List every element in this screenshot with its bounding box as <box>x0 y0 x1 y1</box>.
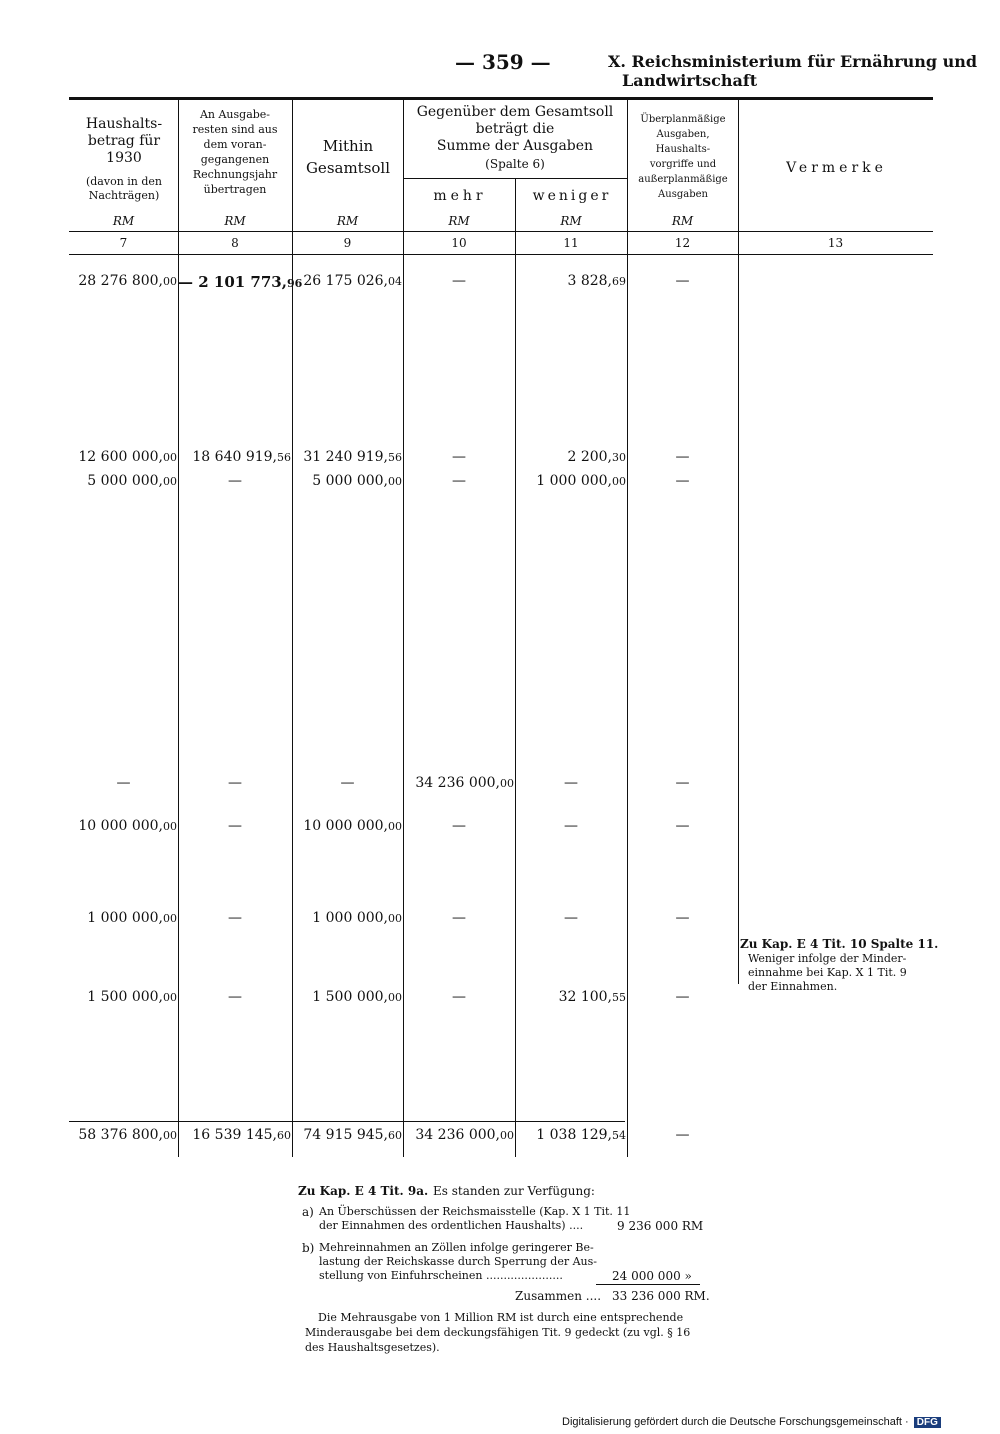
table-row-1-col12: — <box>675 273 690 289</box>
table-row-5-col9: 10 000 000,00 <box>303 818 402 834</box>
table-row-7-col12: — <box>675 989 690 1005</box>
footnote-b-amount: 24 000 000 » <box>612 1269 692 1283</box>
footnote-b-line3: stellung von Einfuhrscheinen ...................... <box>319 1269 563 1282</box>
table-row-2-col12: — <box>675 449 690 465</box>
column-number-rule <box>69 254 933 255</box>
column-number-7: 7 <box>119 236 128 250</box>
header-vermerke: Vermerke <box>786 160 887 176</box>
header-haushaltsbetrag-sub: (davon in den Nachträgen) <box>85 175 163 202</box>
header-rule <box>69 231 933 232</box>
table-row-5-col10: — <box>452 818 466 834</box>
total-col9: 74 915 945,60 <box>303 1127 402 1143</box>
table-row-4-col12: — <box>675 775 690 791</box>
footnote-b-line2: lastung der Reichskasse durch Sperrung der Aus- <box>319 1255 598 1268</box>
header-ueberplanmaessig: Überplanmäßige Ausgaben, Haushalts- vorgriffe und außerplanmäßige Ausgaben <box>638 114 728 200</box>
table-row-4-col8: — <box>228 775 242 791</box>
ministry-title-line2: Landwirtschaft <box>622 71 758 90</box>
col-divider-12-13-body <box>738 254 739 984</box>
table-row-7-col7: 1 500 000,00 <box>87 989 177 1005</box>
remark-text: Weniger infolge der Minder- einnahme bei Kap. X 1 Tit. 9 der Einnahmen. <box>748 952 907 993</box>
header-spalte-6: (Spalte 6) <box>485 157 545 171</box>
table-row-3-col10: — <box>452 473 466 489</box>
unit-col8: RM <box>224 214 246 228</box>
footnote-intro: Es standen zur Verfügung: <box>433 1184 595 1198</box>
column-number-9: 9 <box>343 236 352 250</box>
table-row-3-col12: — <box>675 473 690 489</box>
column-number-11: 11 <box>563 236 579 250</box>
table-row-1-col11: 3 828,69 <box>567 273 626 289</box>
table-row-3-col9: 5 000 000,00 <box>312 473 402 489</box>
table-top-rule <box>69 97 933 100</box>
unit-col12: RM <box>671 214 694 228</box>
total-col12: — <box>675 1127 690 1143</box>
footnote-a-line2: der Einnahmen des ordentlichen Haushalts) .... <box>319 1219 584 1232</box>
table-row-2-col11: 2 200,30 <box>567 449 626 465</box>
column-number-8: 8 <box>231 236 239 250</box>
table-row-5-col12: — <box>675 818 690 834</box>
table-row-7-col9: 1 500 000,00 <box>312 989 402 1005</box>
column-number-13: 13 <box>827 236 844 250</box>
header-gegenueber: Gegenüber dem Gesamtsoll beträgt die Summe der Ausgaben <box>416 104 614 154</box>
footnote-sum-rule <box>596 1284 700 1285</box>
table-row-4-col10: 34 236 000,00 <box>415 775 514 791</box>
table-row-5-col7: 10 000 000,00 <box>78 818 177 834</box>
total-col11: 1 038 129,54 <box>536 1127 626 1143</box>
header-weniger: weniger <box>532 188 612 204</box>
total-col10: 34 236 000,00 <box>415 1127 514 1143</box>
footnote-closing-1: Die Mehrausgabe von 1 Million RM ist durch eine entsprechende <box>318 1311 684 1324</box>
footnote-a-amount: 9 236 000 RM <box>617 1219 704 1233</box>
table-row-5-col11: — <box>564 818 578 834</box>
table-row-3-col8: — <box>228 473 242 489</box>
total-rule <box>69 1121 625 1122</box>
ministry-title-line1: X. Reichsministerium für Ernährung und <box>608 52 978 71</box>
table-row-2-col7: 12 600 000,00 <box>78 449 177 465</box>
table-row-3-col7: 5 000 000,00 <box>87 473 177 489</box>
table-row-4-col9: — <box>340 775 355 791</box>
unit-col10: RM <box>448 214 470 228</box>
table-row-6-col12: — <box>675 910 690 926</box>
footnote-title: Zu Kap. E 4 Tit. 9a. <box>298 1184 429 1198</box>
footnote-b-line1: Mehreinnahmen an Zöllen infolge geringerer Be- <box>319 1241 594 1254</box>
table-row-6-col9: 1 000 000,00 <box>312 910 402 926</box>
table-row-6-col11: — <box>564 910 578 926</box>
header-gesamtsoll: Mithin Gesamtsoll <box>305 137 391 177</box>
digitization-credit-text: Digitalisierung gefördert durch die Deutsche Forschungsgemeinschaft · <box>562 1416 909 1428</box>
table-row-6-col10: — <box>452 910 466 926</box>
table-row-2-col9: 31 240 919,56 <box>303 449 402 465</box>
dfg-logo: DFG <box>914 1417 941 1428</box>
header-mehr: mehr <box>433 188 487 204</box>
table-row-2-col8: 18 640 919,56 <box>192 449 291 465</box>
total-col8: 16 539 145,60 <box>192 1127 291 1143</box>
total-col7: 58 376 800,00 <box>78 1127 177 1143</box>
column-number-10: 10 <box>451 236 467 250</box>
footnote-closing-3: des Haushaltsgesetzes). <box>305 1341 440 1354</box>
table-row-5-col8: — <box>228 818 242 834</box>
header-haushaltsbetrag: Haushalts- betrag für 1930 <box>85 116 163 166</box>
remark-title: Zu Kap. E 4 Tit. 10 Spalte 11. <box>740 937 939 951</box>
footnote-a-line1: An Überschüssen der Reichsmaisstelle (Kap. X 1 Tit. 11 <box>319 1205 631 1218</box>
table-row-1-col8: — 2 101 773,96 <box>178 273 303 291</box>
table-row-7-col11: 32 100,55 <box>558 989 626 1005</box>
column-number-12: 12 <box>674 236 691 250</box>
table-row-4-col11: — <box>564 775 578 791</box>
table-row-6-col8: — <box>228 910 242 926</box>
table-row-3-col11: 1 000 000,00 <box>536 473 626 489</box>
table-row-1-col10: — <box>452 273 466 289</box>
unit-col9: RM <box>336 214 359 228</box>
table-row-6-col7: 1 000 000,00 <box>87 910 177 926</box>
col-divider-12-13 <box>738 97 739 254</box>
footnote-closing-2: Minderausgabe bei dem deckungsfähigen Tit. 9 gedeckt (zu vgl. § 16 <box>305 1326 691 1339</box>
table-row-1-col9: 26 175 026,04 <box>303 273 402 289</box>
table-row-7-col8: — <box>228 989 242 1005</box>
col-divider-10-11 <box>515 178 516 1157</box>
footnote-b-label: b) <box>302 1241 315 1255</box>
page-number: — 359 — <box>455 50 551 74</box>
footnote-a-label: a) <box>302 1205 314 1219</box>
header-ausgabereste: An Ausgabe- resten sind aus dem voran- gegangenen Rechnungsjahr übertragen <box>192 108 278 196</box>
table-row-4-col7: — <box>116 775 131 791</box>
footnote-sum-label: Zusammen .... <box>515 1289 602 1303</box>
table-row-2-col10: — <box>452 449 466 465</box>
footnote-sum-amount: 33 236 000 RM. <box>612 1289 710 1303</box>
table-row-1-col7: 28 276 800,00 <box>78 273 177 289</box>
table-row-7-col10: — <box>452 989 466 1005</box>
unit-col11: RM <box>560 214 582 228</box>
unit-col7: RM <box>112 214 135 228</box>
digitization-credit <box>562 1416 941 1428</box>
